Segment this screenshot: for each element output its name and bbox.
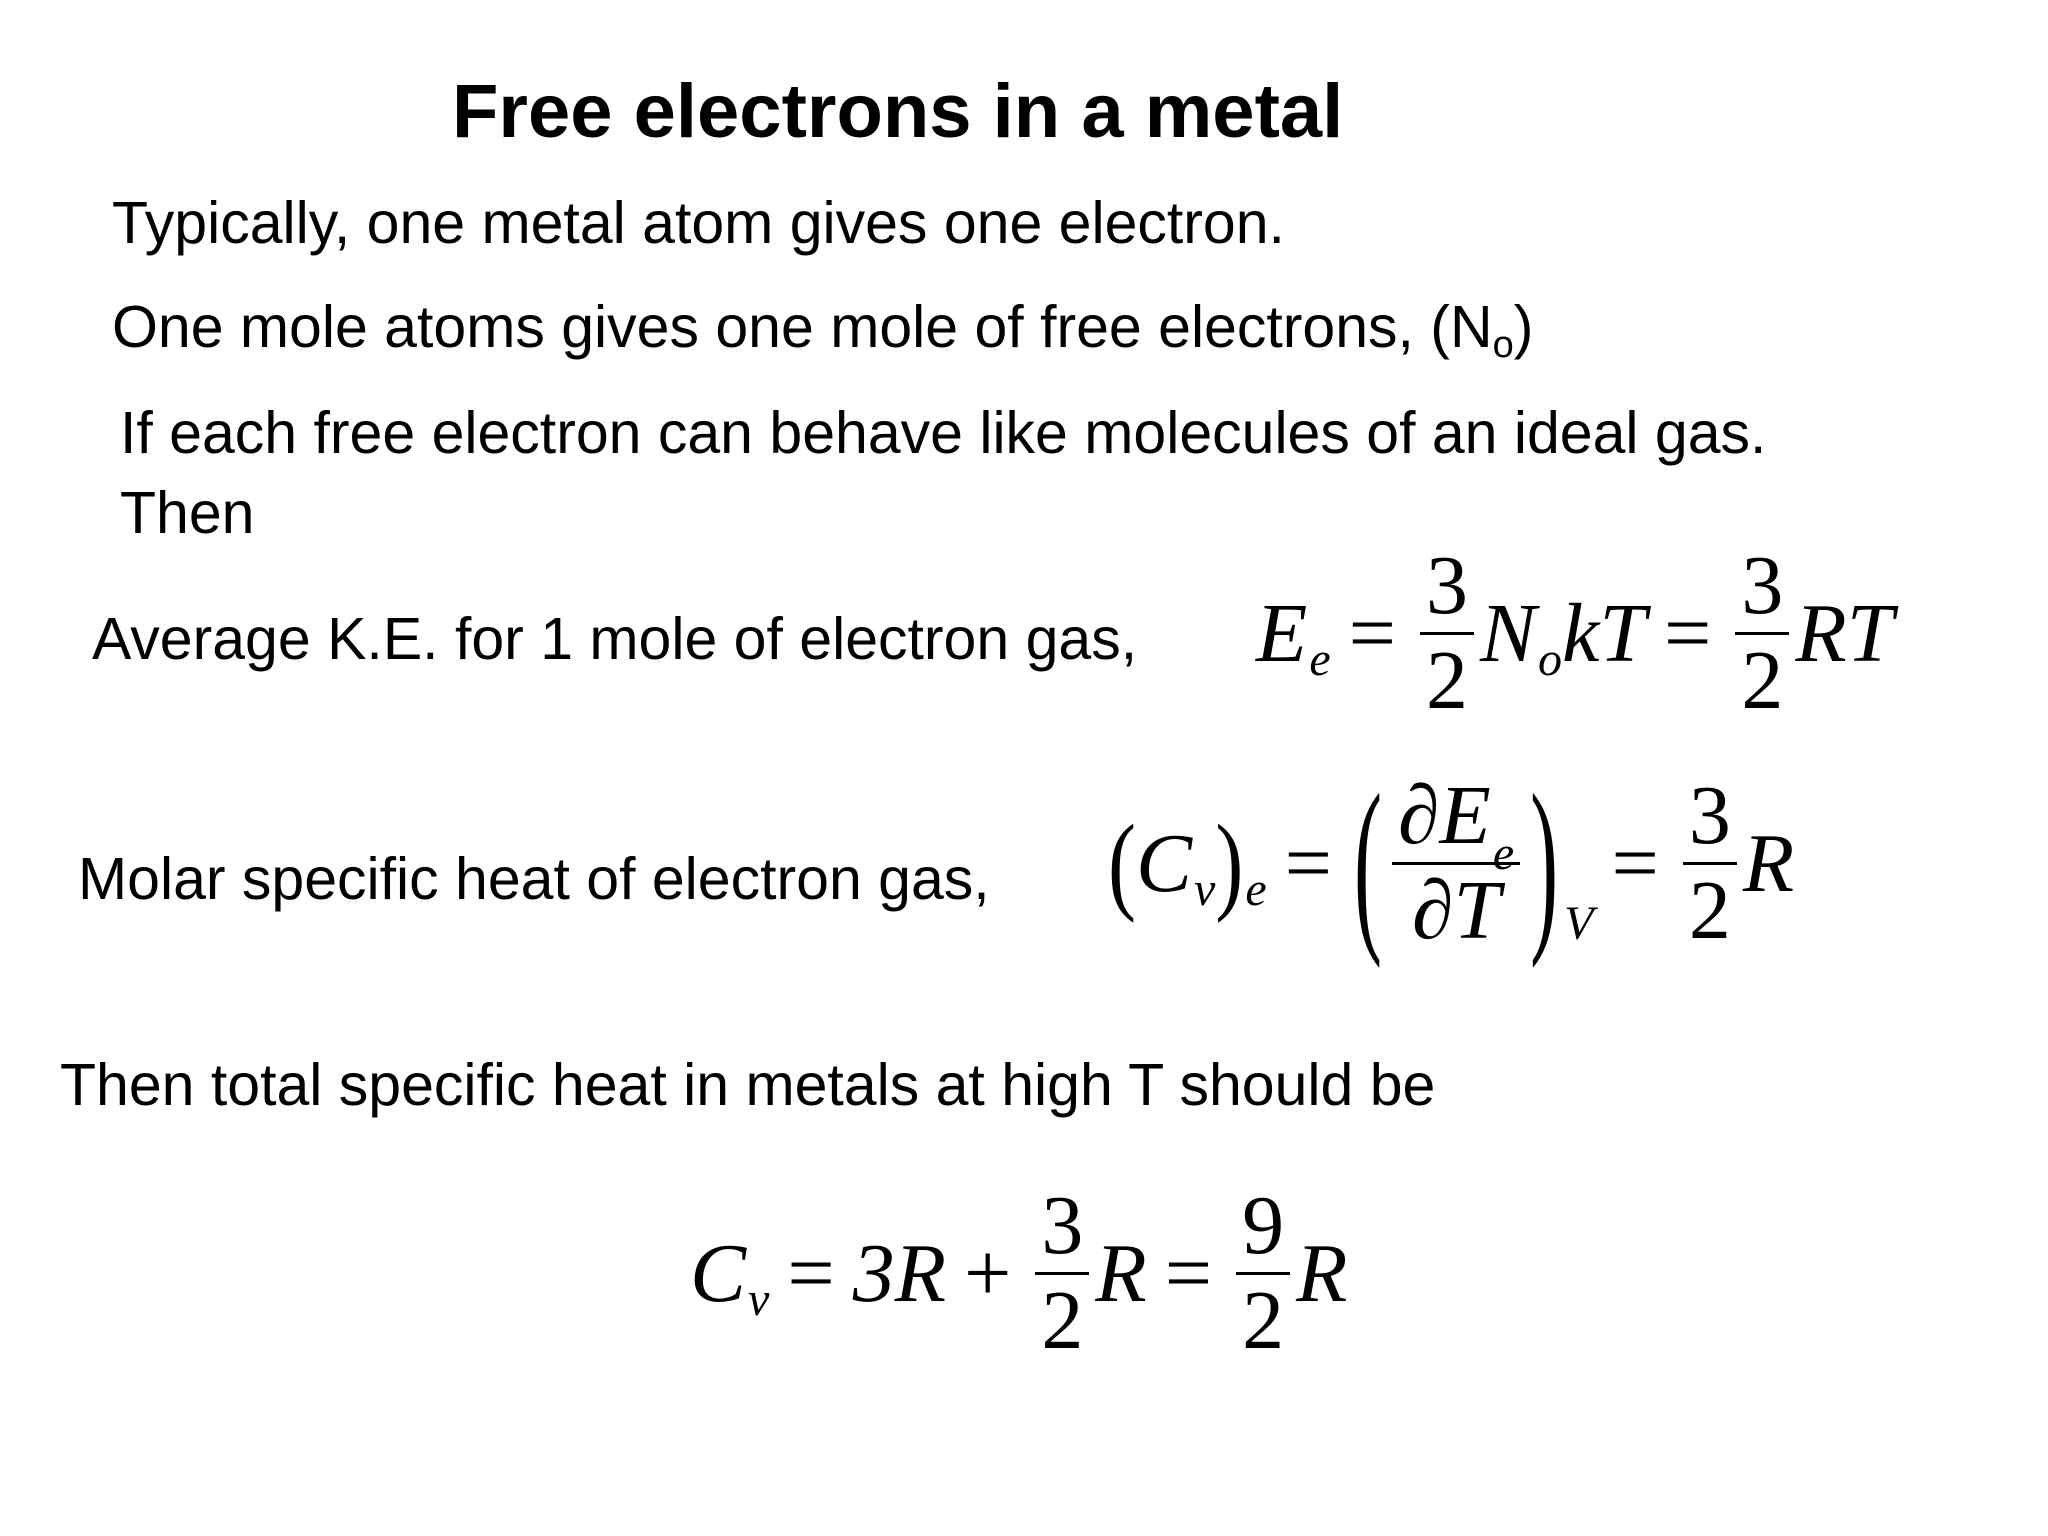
eq2-paren-close: ) [1530,756,1559,971]
eq3-lhs-sub: v [748,1273,770,1326]
eq3-lhs: C [690,1227,747,1320]
eq2-term: R [1742,817,1795,910]
text-line-2 [112,294,1533,368]
eq1-lhs-sub: e [1309,633,1331,686]
eq2-frac-denominator: 2 [1688,864,1731,957]
eq3-equals-2: = [1164,1227,1213,1320]
eq2-lhs-sub: v [1194,863,1216,916]
eq2-lhs-open-paren: ( [1108,803,1136,924]
eq1-fraction-2 [1735,540,1789,727]
eq1-term2: RT [1795,587,1894,680]
eq2-fraction [1683,770,1737,957]
eq1-frac2-numerator: 3 [1741,539,1784,632]
text-line-2-main: One mole atoms gives one mole of free electrons, (N [112,294,1493,360]
text-line-1: Typically, one metal atom gives one electron. [112,190,1285,256]
eq2-deriv-num: ∂E [1397,769,1491,862]
eq1-term1: N [1480,587,1537,680]
eq1-equals: = [1348,587,1396,680]
eq1-lhs: E [1256,587,1308,680]
equation-molar-specific-heat [1108,756,1795,971]
equation-total-specific-heat [690,1180,1347,1367]
text-line-molar-specific-heat: Molar specific heat of electron gas, [78,846,990,912]
eq3-fraction-2 [1236,1180,1290,1367]
eq1-frac1-denominator: 2 [1426,634,1468,727]
eq1-frac1-numerator: 3 [1426,539,1468,632]
eq3-frac1-denominator: 2 [1041,1274,1084,1367]
text-line-2-end: ) [1513,294,1534,360]
text-line-total-specific-heat: Then total specific heat in metals at high T should be [60,1052,1436,1118]
eq2-derivative-denominator: ∂T [1411,864,1501,957]
slide-title: Free electrons in a metal [452,69,1344,154]
eq3-frac1-numerator: 3 [1041,1179,1084,1272]
eq3-term1: 3R [852,1227,947,1320]
eq2-equals: = [1284,817,1332,910]
eq2-derivative [1392,770,1520,957]
text-line-average-ke: Average K.E. for 1 mole of electron gas, [92,606,1138,672]
eq2-frac-numerator: 3 [1688,769,1731,862]
eq3-frac2-numerator: 9 [1242,1179,1285,1272]
eq2-lhs-outer-sub: e [1245,863,1267,916]
eq3-equals: = [787,1227,835,1320]
eq1-equals-2: = [1664,587,1712,680]
text-line-4: Then [120,480,255,546]
eq2-lhs: C [1135,817,1193,910]
eq2-paren-sub: V [1564,897,1594,950]
eq2-deriv-num-sub: e [1492,827,1515,880]
eq2-paren-open: ( [1354,756,1382,971]
text-line-3: If each free electron can behave like molecules of an ideal gas. [120,400,1767,466]
eq3-plus: + [964,1227,1012,1320]
eq2-lhs-close-paren: ) [1215,803,1244,924]
eq3-frac2-denominator: 2 [1242,1274,1285,1367]
eq1-frac2-denominator: 2 [1741,634,1784,727]
equation-average-ke [1256,540,1893,727]
eq1-term1-sub: o [1538,633,1563,686]
eq1-fraction-1 [1420,540,1474,727]
eq2-derivative-numerator [1392,769,1520,880]
text-line-2-subscript: o [1492,324,1514,366]
eq3-fraction-1 [1035,1180,1089,1367]
eq1-term1-rest: kT [1562,587,1647,680]
eq3-term3: R [1296,1227,1348,1320]
eq3-term2: R [1095,1227,1147,1320]
eq2-equals-2: = [1611,817,1659,910]
